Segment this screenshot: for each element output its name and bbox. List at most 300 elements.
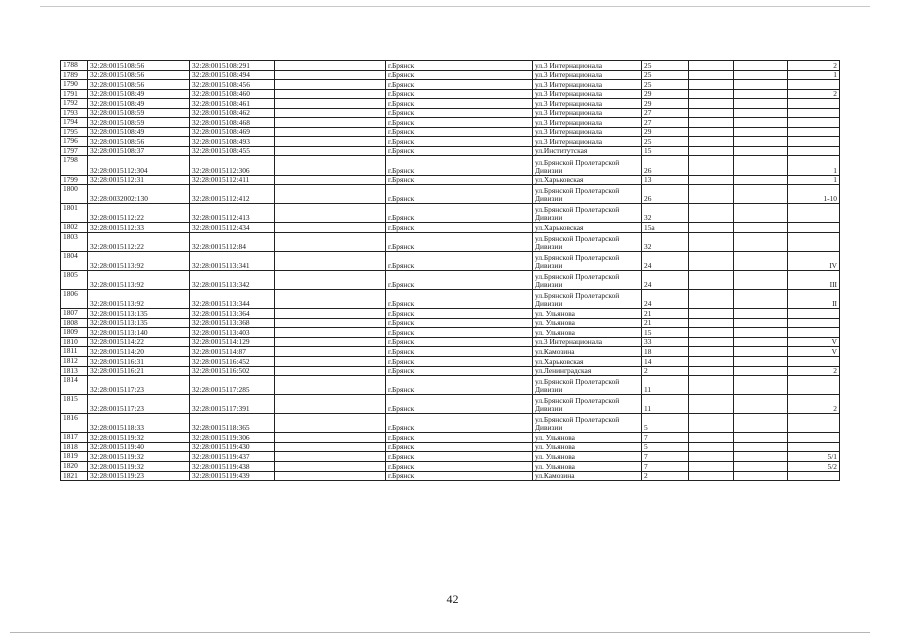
city-cell: г.Брянск xyxy=(386,118,533,128)
street-line: Дивизии xyxy=(535,404,563,414)
blank-cell xyxy=(734,433,788,443)
house-number: 27 xyxy=(642,108,689,118)
street-line: Дивизии xyxy=(535,261,563,271)
blank-cell xyxy=(275,175,386,185)
house-number: 7 xyxy=(642,461,689,471)
row-number: 1803 xyxy=(61,232,88,251)
street-cell xyxy=(533,127,642,137)
street-cell xyxy=(533,137,642,147)
city-cell: г.Брянск xyxy=(386,156,533,175)
blank-cell xyxy=(275,461,386,471)
apartment-number: 2 xyxy=(788,366,840,376)
blank-cell xyxy=(689,127,734,137)
street-cell xyxy=(533,232,642,251)
blank-cell xyxy=(689,471,734,481)
table-row xyxy=(61,337,840,347)
blank-cell xyxy=(275,328,386,338)
blank-cell xyxy=(275,137,386,147)
street-cell xyxy=(533,318,642,328)
object-cadastral-number: 32:28:0015119:306 xyxy=(190,433,275,443)
apartment-number xyxy=(788,108,840,118)
row-number: 1816 xyxy=(61,414,88,433)
apartment-number xyxy=(788,223,840,233)
blank-cell xyxy=(275,146,386,156)
street-line: Дивизии xyxy=(535,165,563,175)
object-cadastral-number: 32:28:0015118:365 xyxy=(190,414,275,433)
blank-cell xyxy=(734,70,788,80)
object-cadastral-number: 32:28:0015113:364 xyxy=(190,309,275,319)
street-line: ул.Харьковская xyxy=(535,175,584,185)
street-line: ул.Брянской Пролетарской xyxy=(535,205,620,215)
table-row xyxy=(61,61,840,71)
parcel-cadastral-number: 32:28:0015108:56 xyxy=(88,61,190,71)
parcel-cadastral-number: 32:28:0015112:22 xyxy=(88,204,190,223)
blank-cell xyxy=(275,414,386,433)
object-cadastral-number: 32:28:0015113:403 xyxy=(190,328,275,338)
house-number: 32 xyxy=(642,232,689,251)
parcel-cadastral-number: 32:28:0032002:130 xyxy=(88,185,190,204)
house-number: 21 xyxy=(642,309,689,319)
parcel-cadastral-number: 32:28:0015119:32 xyxy=(88,461,190,471)
apartment-number xyxy=(788,118,840,128)
house-number: 5 xyxy=(642,442,689,452)
street-line: ул.Камозина xyxy=(535,471,575,481)
house-number: 33 xyxy=(642,337,689,347)
street-line: ул.Брянской Пролетарской xyxy=(535,272,620,282)
object-cadastral-number: 32:28:0015114:129 xyxy=(190,337,275,347)
street-cell xyxy=(533,309,642,319)
table-row xyxy=(61,204,840,223)
blank-cell xyxy=(689,461,734,471)
street-cell xyxy=(533,70,642,80)
blank-cell xyxy=(734,89,788,99)
street-cell xyxy=(533,146,642,156)
blank-cell xyxy=(275,452,386,462)
parcel-cadastral-number: 32:28:0015119:32 xyxy=(88,452,190,462)
blank-cell xyxy=(734,356,788,366)
house-number: 24 xyxy=(642,290,689,309)
street-line: ул.Харьковская xyxy=(535,222,584,232)
street-line: ул.Брянской Пролетарской xyxy=(535,396,620,406)
street-line: ул.3 Интернационала xyxy=(535,337,603,347)
city-cell: г.Брянск xyxy=(386,290,533,309)
apartment-number xyxy=(788,137,840,147)
street-line: ул.3 Интернационала xyxy=(535,136,603,146)
table-row xyxy=(61,99,840,109)
parcel-cadastral-number: 32:28:0015108:49 xyxy=(88,99,190,109)
house-number: 11 xyxy=(642,376,689,395)
house-number: 25 xyxy=(642,70,689,80)
house-number: 26 xyxy=(642,185,689,204)
blank-cell xyxy=(275,89,386,99)
apartment-number: 5/1 xyxy=(788,452,840,462)
apartment-number: 1 xyxy=(788,156,840,175)
row-number: 1814 xyxy=(61,376,88,395)
blank-cell xyxy=(275,80,386,90)
apartment-number xyxy=(788,204,840,223)
apartment-number: II xyxy=(788,290,840,309)
blank-cell xyxy=(275,99,386,109)
blank-cell xyxy=(689,156,734,175)
street-cell xyxy=(533,395,642,414)
house-number: 24 xyxy=(642,251,689,270)
blank-cell xyxy=(734,204,788,223)
apartment-number: 2 xyxy=(788,89,840,99)
blank-cell xyxy=(275,251,386,270)
city-cell: г.Брянск xyxy=(386,376,533,395)
street-cell xyxy=(533,175,642,185)
apartment-number xyxy=(788,127,840,137)
parcel-cadastral-number: 32:28:0015112:304 xyxy=(88,156,190,175)
city-cell: г.Брянск xyxy=(386,328,533,338)
house-number: 18 xyxy=(642,347,689,357)
apartment-number: 1-10 xyxy=(788,185,840,204)
house-number: 29 xyxy=(642,127,689,137)
row-number: 1793 xyxy=(61,108,88,118)
blank-cell xyxy=(689,414,734,433)
city-cell: г.Брянск xyxy=(386,395,533,414)
blank-cell xyxy=(689,175,734,185)
street-cell xyxy=(533,328,642,338)
row-number: 1789 xyxy=(61,70,88,80)
table-row xyxy=(61,290,840,309)
street-line: ул.Брянской Пролетарской xyxy=(535,291,620,301)
row-number: 1817 xyxy=(61,433,88,443)
house-number: 2 xyxy=(642,471,689,481)
object-cadastral-number: 32:28:0015112:306 xyxy=(190,156,275,175)
row-number: 1795 xyxy=(61,127,88,137)
apartment-number: 2 xyxy=(788,61,840,71)
apartment-number xyxy=(788,146,840,156)
blank-cell xyxy=(689,366,734,376)
blank-cell xyxy=(689,204,734,223)
blank-cell xyxy=(689,70,734,80)
blank-cell xyxy=(689,271,734,290)
blank-cell xyxy=(275,290,386,309)
blank-cell xyxy=(734,127,788,137)
object-cadastral-number: 32:28:0015117:285 xyxy=(190,376,275,395)
house-number: 27 xyxy=(642,118,689,128)
row-number: 1790 xyxy=(61,80,88,90)
apartment-number xyxy=(788,414,840,433)
apartment-number xyxy=(788,433,840,443)
city-cell: г.Брянск xyxy=(386,223,533,233)
blank-cell xyxy=(689,433,734,443)
row-number: 1792 xyxy=(61,99,88,109)
blank-cell xyxy=(689,185,734,204)
blank-cell xyxy=(275,204,386,223)
table-row xyxy=(61,223,840,233)
row-number: 1788 xyxy=(61,61,88,71)
street-line: ул.3 Интернационала xyxy=(535,70,603,80)
object-cadastral-number: 32:28:0015112:84 xyxy=(190,232,275,251)
object-cadastral-number: 32:28:0015113:344 xyxy=(190,290,275,309)
object-cadastral-number: 32:28:0015119:437 xyxy=(190,452,275,462)
apartment-number: V xyxy=(788,347,840,357)
blank-cell xyxy=(275,471,386,481)
row-number: 1807 xyxy=(61,309,88,319)
table-row xyxy=(61,146,840,156)
blank-cell xyxy=(689,309,734,319)
blank-cell xyxy=(734,347,788,357)
street-cell xyxy=(533,442,642,452)
object-cadastral-number: 32:28:0015108:291 xyxy=(190,61,275,71)
table-row xyxy=(61,309,840,319)
blank-cell xyxy=(689,61,734,71)
table-row xyxy=(61,461,840,471)
street-line: ул.Брянской Пролетарской xyxy=(535,233,620,243)
blank-cell xyxy=(734,99,788,109)
table-row xyxy=(61,442,840,452)
street-line: ул.Камозина xyxy=(535,346,575,356)
parcel-cadastral-number: 32:28:0015112:33 xyxy=(88,223,190,233)
object-cadastral-number: 32:28:0015117:391 xyxy=(190,395,275,414)
table-row xyxy=(61,251,840,270)
city-cell: г.Брянск xyxy=(386,452,533,462)
table-row xyxy=(61,414,840,433)
street-line: Дивизии xyxy=(535,299,563,309)
blank-cell xyxy=(734,137,788,147)
house-number: 5 xyxy=(642,414,689,433)
parcel-cadastral-number: 32:28:0015113:92 xyxy=(88,251,190,270)
blank-cell xyxy=(689,137,734,147)
street-cell xyxy=(533,337,642,347)
table-row xyxy=(61,156,840,175)
parcel-cadastral-number: 32:28:0015108:56 xyxy=(88,80,190,90)
blank-cell xyxy=(689,347,734,357)
city-cell: г.Брянск xyxy=(386,318,533,328)
blank-cell xyxy=(275,442,386,452)
street-cell xyxy=(533,471,642,481)
object-cadastral-number: 32:28:0015108:456 xyxy=(190,80,275,90)
object-cadastral-number: 32:28:0015119:438 xyxy=(190,461,275,471)
house-number: 15 xyxy=(642,146,689,156)
parcel-cadastral-number: 32:28:0015108:56 xyxy=(88,70,190,80)
table-row xyxy=(61,137,840,147)
street-line: Дивизии xyxy=(535,194,563,204)
blank-cell xyxy=(689,232,734,251)
house-number: 24 xyxy=(642,271,689,290)
table-row xyxy=(61,433,840,443)
row-number: 1815 xyxy=(61,395,88,414)
street-line: ул.Ленинградская xyxy=(535,366,592,376)
city-cell: г.Брянск xyxy=(386,89,533,99)
house-number: 21 xyxy=(642,318,689,328)
blank-cell xyxy=(275,223,386,233)
street-line: ул. Ульянова xyxy=(535,442,575,452)
street-line: ул.3 Интернационала xyxy=(535,117,603,127)
house-number: 29 xyxy=(642,89,689,99)
house-number: 15 xyxy=(642,328,689,338)
apartment-number xyxy=(788,80,840,90)
table-row xyxy=(61,108,840,118)
row-number: 1794 xyxy=(61,118,88,128)
apartment-number xyxy=(788,356,840,366)
blank-cell xyxy=(689,452,734,462)
city-cell: г.Брянск xyxy=(386,127,533,137)
object-cadastral-number: 32:28:0015113:342 xyxy=(190,271,275,290)
blank-cell xyxy=(689,99,734,109)
row-number: 1796 xyxy=(61,137,88,147)
blank-cell xyxy=(689,376,734,395)
city-cell: г.Брянск xyxy=(386,80,533,90)
house-number: 32 xyxy=(642,204,689,223)
blank-cell xyxy=(734,328,788,338)
street-line: Дивизии xyxy=(535,385,563,395)
blank-cell xyxy=(275,309,386,319)
blank-cell xyxy=(275,70,386,80)
blank-cell xyxy=(275,127,386,137)
parcel-cadastral-number: 32:28:0015108:49 xyxy=(88,89,190,99)
street-line: ул.Институтская xyxy=(535,146,588,156)
row-number: 1802 xyxy=(61,223,88,233)
city-cell: г.Брянск xyxy=(386,61,533,71)
parcel-cadastral-number: 32:28:0015113:135 xyxy=(88,309,190,319)
blank-cell xyxy=(689,223,734,233)
table-row xyxy=(61,70,840,80)
parcel-cadastral-number: 32:28:0015108:37 xyxy=(88,146,190,156)
table-row xyxy=(61,232,840,251)
house-number: 14 xyxy=(642,356,689,366)
blank-cell xyxy=(734,461,788,471)
row-number: 1821 xyxy=(61,471,88,481)
blank-cell xyxy=(734,61,788,71)
blank-cell xyxy=(275,118,386,128)
blank-cell xyxy=(734,337,788,347)
apartment-number: V xyxy=(788,337,840,347)
blank-cell xyxy=(689,290,734,309)
parcel-cadastral-number: 32:28:0015114:20 xyxy=(88,347,190,357)
street-cell xyxy=(533,347,642,357)
object-cadastral-number: 32:28:0015113:368 xyxy=(190,318,275,328)
parcel-cadastral-number: 32:28:0015113:92 xyxy=(88,271,190,290)
blank-cell xyxy=(689,108,734,118)
blank-cell xyxy=(734,232,788,251)
row-number: 1819 xyxy=(61,452,88,462)
street-line: ул.3 Интернационала xyxy=(535,98,603,108)
scan-artifact-top xyxy=(40,6,870,7)
street-line: ул.Брянской Пролетарской xyxy=(535,157,620,167)
blank-cell xyxy=(734,309,788,319)
blank-cell xyxy=(689,89,734,99)
street-cell xyxy=(533,433,642,443)
row-number: 1808 xyxy=(61,318,88,328)
row-number: 1797 xyxy=(61,146,88,156)
blank-cell xyxy=(689,356,734,366)
blank-cell xyxy=(275,185,386,204)
city-cell: г.Брянск xyxy=(386,461,533,471)
row-number: 1799 xyxy=(61,175,88,185)
table-row xyxy=(61,127,840,137)
city-cell: г.Брянск xyxy=(386,471,533,481)
apartment-number: 2 xyxy=(788,395,840,414)
street-cell xyxy=(533,414,642,433)
blank-cell xyxy=(275,271,386,290)
apartment-number: 1 xyxy=(788,175,840,185)
table-row xyxy=(61,328,840,338)
table-row xyxy=(61,452,840,462)
street-cell xyxy=(533,251,642,270)
street-cell xyxy=(533,204,642,223)
street-line: ул.3 Интернационала xyxy=(535,108,603,118)
house-number: 29 xyxy=(642,99,689,109)
row-number: 1791 xyxy=(61,89,88,99)
street-line: ул. Ульянова xyxy=(535,432,575,442)
city-cell: г.Брянск xyxy=(386,232,533,251)
city-cell: г.Брянск xyxy=(386,204,533,223)
house-number: 13 xyxy=(642,175,689,185)
street-cell xyxy=(533,223,642,233)
table-body xyxy=(61,61,840,481)
street-line: ул.Брянской Пролетарской xyxy=(535,186,620,196)
city-cell: г.Брянск xyxy=(386,99,533,109)
street-cell xyxy=(533,271,642,290)
street-line: ул.Брянской Пролетарской xyxy=(535,415,620,425)
street-line: ул.3 Интернационала xyxy=(535,89,603,99)
row-number: 1809 xyxy=(61,328,88,338)
row-number: 1811 xyxy=(61,347,88,357)
parcel-cadastral-number: 32:28:0015113:135 xyxy=(88,318,190,328)
parcel-cadastral-number: 32:28:0015113:140 xyxy=(88,328,190,338)
object-cadastral-number: 32:28:0015108:461 xyxy=(190,99,275,109)
blank-cell xyxy=(275,61,386,71)
object-cadastral-number: 32:28:0015108:469 xyxy=(190,127,275,137)
parcel-cadastral-number: 32:28:0015116:31 xyxy=(88,356,190,366)
blank-cell xyxy=(275,366,386,376)
table-row xyxy=(61,80,840,90)
table-row xyxy=(61,89,840,99)
blank-cell xyxy=(734,471,788,481)
street-cell xyxy=(533,376,642,395)
scan-artifact-bottom xyxy=(10,632,870,633)
blank-cell xyxy=(734,290,788,309)
apartment-number xyxy=(788,99,840,109)
city-cell: г.Брянск xyxy=(386,175,533,185)
parcel-cadastral-number: 32:28:0015112:22 xyxy=(88,232,190,251)
house-number: 2 xyxy=(642,366,689,376)
blank-cell xyxy=(275,433,386,443)
parcel-cadastral-number: 32:28:0015119:40 xyxy=(88,442,190,452)
street-cell xyxy=(533,185,642,204)
apartment-number xyxy=(788,309,840,319)
parcel-cadastral-number: 32:28:0015119:32 xyxy=(88,433,190,443)
object-cadastral-number: 32:28:0015116:452 xyxy=(190,356,275,366)
blank-cell xyxy=(734,175,788,185)
object-cadastral-number: 32:28:0015108:460 xyxy=(190,89,275,99)
blank-cell xyxy=(275,376,386,395)
row-number: 1810 xyxy=(61,337,88,347)
blank-cell xyxy=(275,232,386,251)
house-number: 15а xyxy=(642,223,689,233)
row-number: 1812 xyxy=(61,356,88,366)
object-cadastral-number: 32:28:0015119:439 xyxy=(190,471,275,481)
object-cadastral-number: 32:28:0015108:493 xyxy=(190,137,275,147)
blank-cell xyxy=(734,376,788,395)
row-number: 1798 xyxy=(61,156,88,175)
city-cell: г.Брянск xyxy=(386,433,533,443)
apartment-number xyxy=(788,442,840,452)
object-cadastral-number: 32:28:0015108:455 xyxy=(190,146,275,156)
city-cell: г.Брянск xyxy=(386,185,533,204)
street-cell xyxy=(533,366,642,376)
street-cell xyxy=(533,290,642,309)
object-cadastral-number: 32:28:0015112:413 xyxy=(190,204,275,223)
row-number: 1801 xyxy=(61,204,88,223)
apartment-number xyxy=(788,471,840,481)
table-row xyxy=(61,356,840,366)
row-number: 1800 xyxy=(61,185,88,204)
house-number: 26 xyxy=(642,156,689,175)
